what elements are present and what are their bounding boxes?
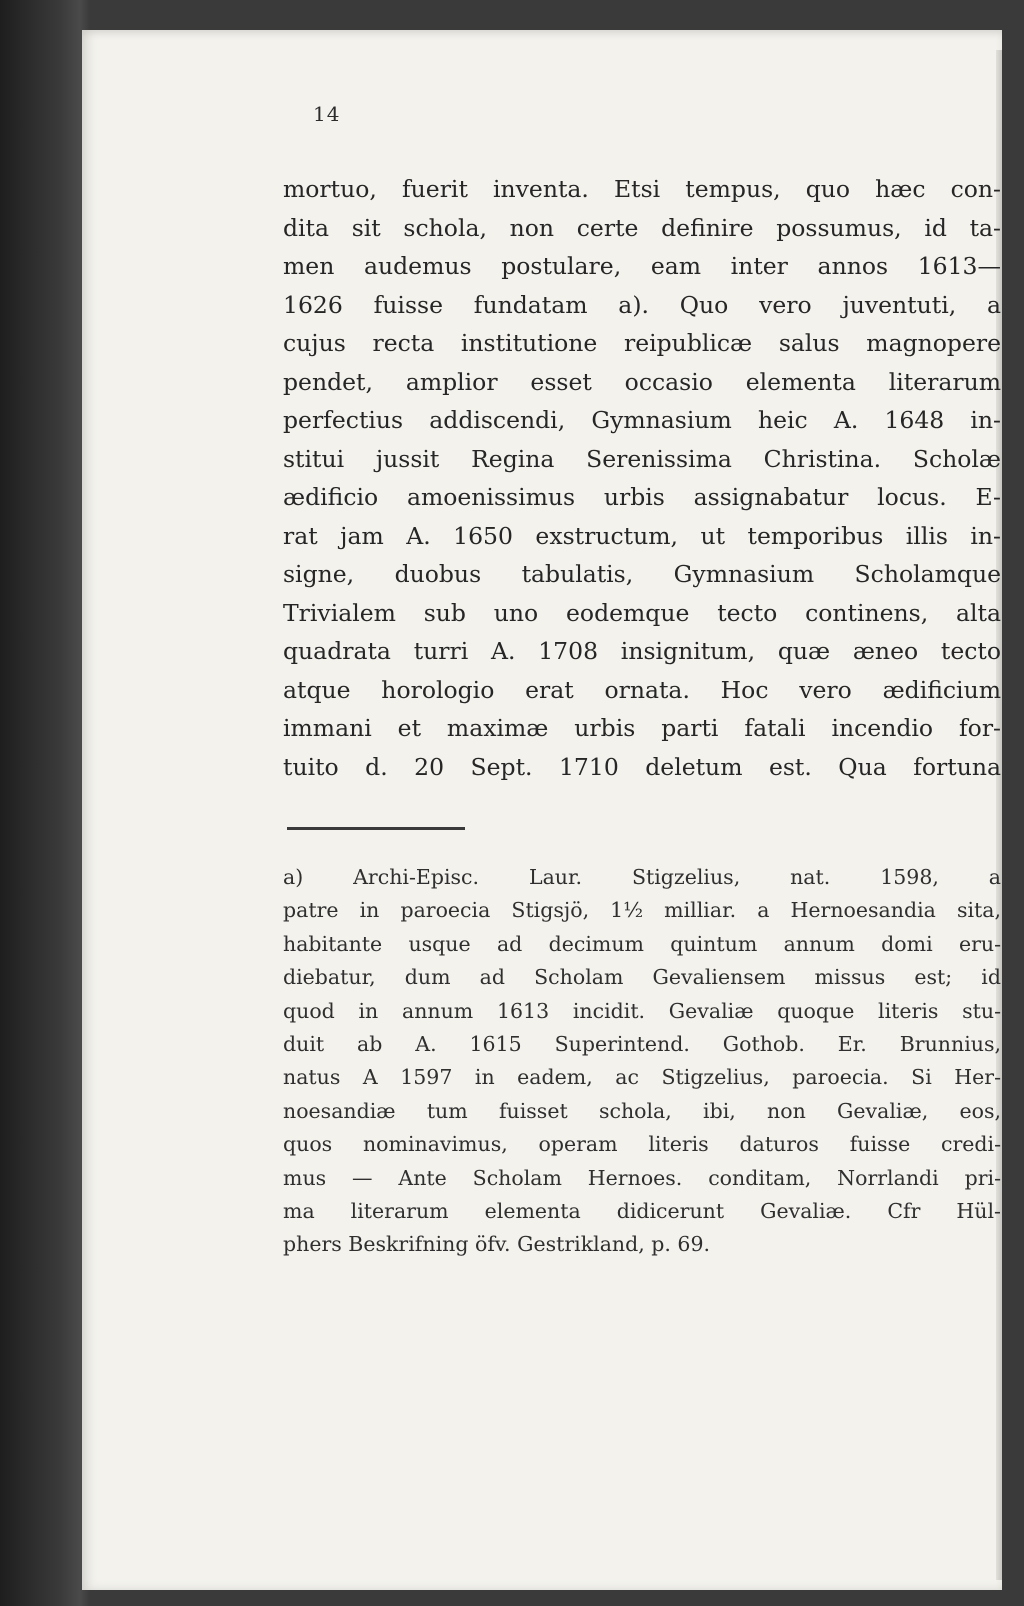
body-line: quadrata turri A. 1708 insignitum, quæ æneo tecto	[283, 637, 1001, 665]
footnote-line: ma literarum elementa didicerunt Gevaliæ. Cfr Hül-	[283, 1199, 1001, 1224]
body-line: 1626 fuisse fundatam a). Quo vero juventuti, a	[283, 290, 1001, 319]
footnote-line: quod in annum 1613 incidit. Gevaliæ quoque literis stu-	[283, 998, 1001, 1023]
footnote-line: duit ab A. 1615 Superintend. Gothob. Er. Brunnius,	[283, 1032, 1001, 1057]
footnote-line: phers Beskrifning öfv. Gestrikland, p. 69.	[283, 1232, 711, 1257]
footnote-separator-rule	[287, 827, 465, 830]
body-line: rat jam A. 1650 exstructum, ut temporibus illis in-	[283, 521, 1001, 550]
body-line: tuito d. 20 Sept. 1710 deletum est. Qua fortuna	[283, 752, 1001, 781]
body-line: cujus recta institutione reipublicæ salus magnopere	[283, 329, 1001, 357]
footnote-line: natus A 1597 in eadem, ac Stigzelius, paroecia. Si Her-	[283, 1065, 1001, 1090]
body-line: perfectius addiscendi, Gymnasium heic A. 1648 in-	[283, 406, 1001, 434]
body-line: ædificio amoenissimus urbis assignabatur locus. E-	[283, 483, 1001, 511]
body-line: dita sit schola, non certe definire possumus, id ta-	[283, 213, 1001, 242]
footnote-line: diebatur, dum ad Scholam Gevaliensem missus est; id	[283, 965, 1001, 990]
footnote	[283, 861, 1001, 1262]
body-line: immani et maximæ urbis parti fatali incendio for-	[283, 714, 1001, 742]
body-line: Trivialem sub uno eodemque tecto continens, alta	[283, 598, 1001, 627]
footnote-line: habitante usque ad decimum quintum annum domi eru-	[283, 931, 1001, 956]
main-paragraph	[283, 170, 1001, 786]
footnote-line: a) Archi-Episc. Laur. Stigzelius, nat. 1598, a	[283, 865, 1001, 889]
body-line: men audemus postulare, eam inter annos 1613—	[283, 252, 1001, 280]
footnote-line: mus — Ante Scholam Hernoes. conditam, Norrlandi pri-	[283, 1165, 1001, 1190]
body-line: mortuo, fuerit inventa. Etsi tempus, quo hæc con-	[283, 175, 1001, 203]
body-line: atque horologio erat ornata. Hoc vero ædificium	[283, 675, 1001, 704]
body-line: stitui jussit Regina Serenissima Christina. Scholæ	[283, 444, 1001, 473]
footnote-line: noesandiæ tum fuisset schola, ibi, non Gevaliæ, eos,	[283, 1098, 1001, 1123]
body-line: signe, duobus tabulatis, Gymnasium Scholamque	[283, 560, 1001, 588]
page-number: 14	[313, 102, 341, 126]
body-line: pendet, amplior esset occasio elementa literarum	[283, 367, 1001, 396]
footnote-line: quos nominavimus, operam literis daturos fuisse credi-	[283, 1132, 1001, 1157]
footnote-line: patre in paroecia Stigsjö, 1½ milliar. a Hernoesandia sita,	[283, 898, 1001, 923]
